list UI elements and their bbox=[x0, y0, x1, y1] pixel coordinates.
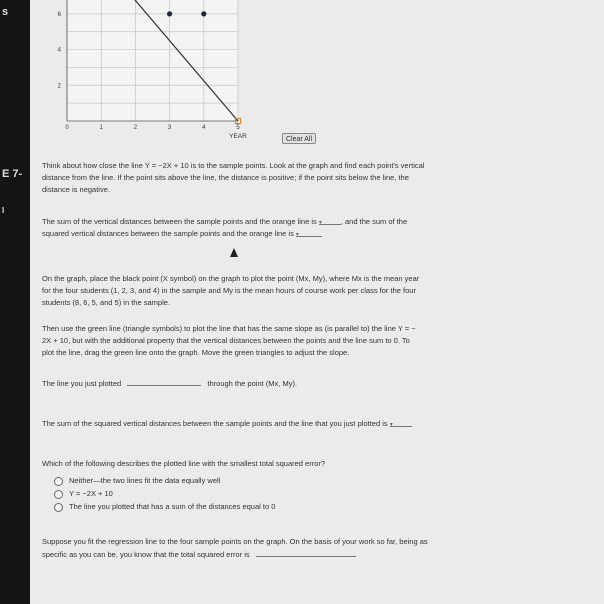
sidebar-label-top: s bbox=[2, 6, 9, 18]
sidebar-label-question[interactable]: E 7- bbox=[2, 168, 23, 180]
paragraph-line-plotted bbox=[42, 377, 542, 390]
sidebar-label-low: I bbox=[2, 206, 5, 215]
sum-squared-dropdown[interactable]: ▾ bbox=[296, 228, 322, 237]
text-segment: squared vertical distances between the sample points and the orange line is bbox=[42, 229, 294, 238]
total-error-dropdown[interactable] bbox=[256, 548, 356, 557]
radio-button bbox=[54, 503, 63, 512]
text-line: distance from the line. If the point sits above the line, the distance is positive; if the point sits below the line, the bbox=[42, 173, 409, 182]
option-neither[interactable]: Neither—the two lines fit the data equally well bbox=[54, 476, 220, 486]
x-tick-label: 2 bbox=[133, 125, 138, 131]
radio-button bbox=[54, 477, 63, 486]
text-line: Then use the green line (triangle symbols) to plot the line that has the same slope as (is parallel to) the line Y = − bbox=[42, 324, 416, 333]
sum-distances-dropdown[interactable]: ▾ bbox=[319, 216, 341, 225]
sample-point bbox=[201, 11, 206, 16]
text-segment: The line you just plotted bbox=[42, 379, 122, 388]
text-line: for the four students (1, 2, 3, and 4) in the sample and My is the mean hours of course work per class for the four bbox=[42, 286, 416, 295]
y-tick-label: 6 bbox=[57, 11, 61, 18]
text-line: distance is negative. bbox=[42, 185, 110, 194]
text-line: 2X + 10, but with the additional property that the vertical distances between the points and the line sum to 0. To bbox=[42, 336, 410, 345]
sample-point bbox=[167, 11, 172, 16]
question-prompt: Which of the following describes the plotted line with the smallest total squared error? bbox=[42, 459, 326, 468]
mouse-cursor bbox=[230, 248, 238, 257]
left-sidebar bbox=[0, 0, 30, 604]
radio-button bbox=[54, 490, 63, 499]
text-line: plot the line, drag the green line onto the graph. Move the green triangles to adjust the slope. bbox=[42, 348, 350, 357]
x-tick-label: 5 bbox=[236, 125, 240, 131]
y-tick-label: 2 bbox=[57, 83, 61, 90]
x-tick-label: 0 bbox=[65, 125, 69, 131]
option-plotted-line[interactable]: The line you plotted that has a sum of the distances equal to 0 bbox=[54, 502, 275, 512]
scatter-chart[interactable] bbox=[30, 0, 330, 150]
x-tick-label: 4 bbox=[202, 125, 206, 131]
x-tick-label: 3 bbox=[167, 125, 172, 131]
text-line: On the graph, place the black point (X symbol) on the graph to plot the point (Mx, My), where Mx is the mean year bbox=[42, 274, 420, 283]
text-line: Think about how close the line Y = −2X + 10 is to the sample points. Look at the graph and find each point's vertical bbox=[42, 161, 425, 170]
paragraph-sum-distances bbox=[42, 216, 542, 240]
text-segment: through the point (Mx, My). bbox=[207, 379, 298, 388]
problem-page bbox=[30, 0, 604, 604]
line-plotted-dropdown[interactable] bbox=[127, 377, 201, 386]
squared-sum-dropdown[interactable]: ▾ bbox=[390, 418, 412, 427]
text-segment: The sum of the vertical distances between the sample points and the orange line is bbox=[42, 217, 317, 226]
y-tick-label: 4 bbox=[57, 47, 61, 54]
x-tick-label: 1 bbox=[99, 125, 103, 131]
text-line: students (8, 6, 5, and 5) in the sample. bbox=[42, 298, 170, 307]
text-line: Suppose you fit the regression line to the four sample points on the graph. On the basis of your work so far, being as bbox=[42, 537, 428, 546]
paragraph-mean-point bbox=[42, 273, 542, 309]
paragraph-squared-sum bbox=[42, 418, 542, 430]
option-original-line[interactable]: Y = −2X + 10 bbox=[54, 489, 113, 499]
text-segment: specific as you can be, you know that the total squared error is bbox=[42, 550, 250, 559]
paragraph-green-line bbox=[42, 323, 542, 359]
text-segment: , and the sum of the bbox=[340, 217, 408, 226]
x-axis-label: YEAR bbox=[229, 133, 247, 140]
text-segment: The sum of the squared vertical distances between the sample points and the line that you just plotted is bbox=[42, 419, 388, 428]
paragraph-regression bbox=[42, 536, 542, 561]
clear-all-button[interactable]: Clear All bbox=[282, 133, 316, 144]
chart-grid bbox=[67, 0, 238, 121]
paragraph-instructions bbox=[42, 160, 542, 196]
